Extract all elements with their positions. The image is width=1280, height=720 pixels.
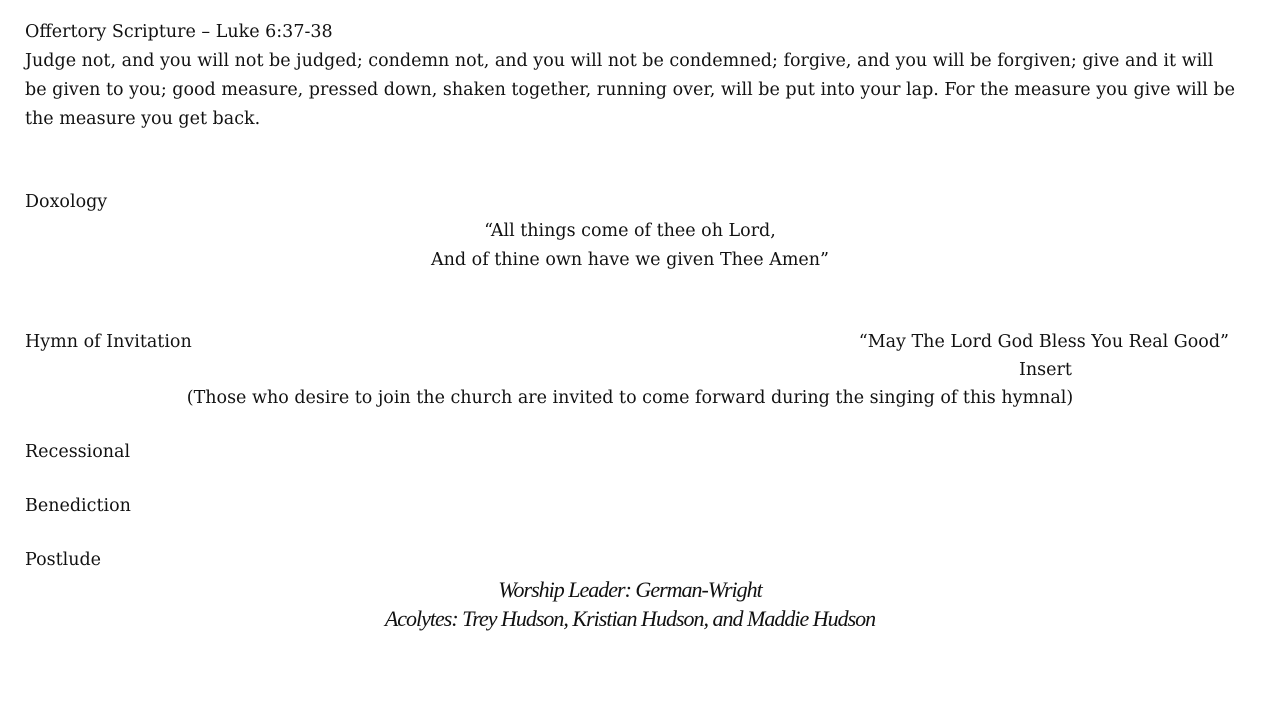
benediction-heading: Benediction [25,496,131,516]
offertory-heading: Offertory Scripture – Luke 6:37-38 [25,22,333,42]
doxology-line-2: And of thine own have we given Thee Amen” [431,250,829,270]
hymn-insert-note: Insert [1019,360,1072,380]
hymn-heading: Hymn of Invitation [25,332,192,352]
offertory-scripture-text: Judge not, and you will not be judged; condemn not, and you will not be condemned; forgive, and you will be forgiven; give and it will be given to you; good measure, pressed down, shaken together, running over, will be put into your lap. For the measure you give will be the measure you get back. [25,51,1235,129]
hymn-invitation-note: (Those who desire to join the church are invited to come forward during the singing of this hymnal) [186,388,1074,408]
worship-leader-credit: Worship Leader: German-Wright [498,577,762,602]
postlude-heading: Postlude [25,550,102,570]
hymn-note-row [25,357,1235,384]
doxology-heading: Doxology [25,192,108,212]
bulletin-page [25,18,1235,633]
hymn-row [25,328,1229,357]
doxology-line-1: “All things come of thee oh Lord, [484,221,776,241]
recessional-heading: Recessional [25,442,131,462]
hymn-title: “May The Lord God Bless You Real Good” [858,332,1229,352]
acolytes-credit: Acolytes: Trey Hudson, Kristian Hudson, and Maddie Hudson [384,606,876,631]
